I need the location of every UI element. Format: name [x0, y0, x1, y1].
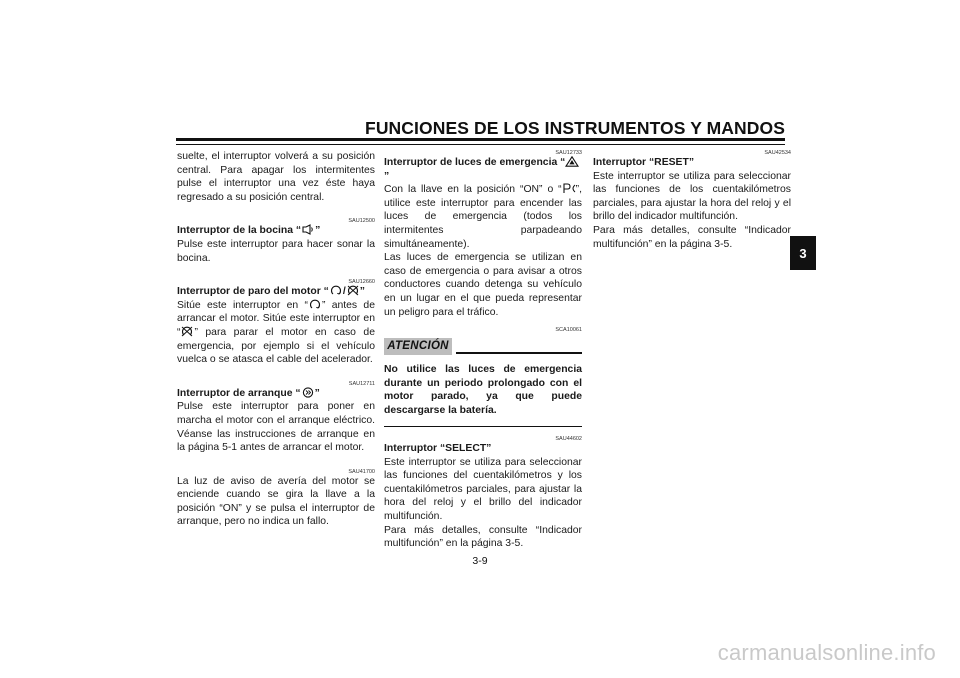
horn-heading: Interruptor de la bocina “ ”	[177, 225, 321, 237]
turn-signal-continuation: suelte, el interruptor volverá a su posición central. Para apagar los intermitentes pulse el interruptor una vez éste haya regresado a su posición central.	[177, 151, 375, 203]
engine-run-icon	[329, 285, 343, 296]
starter-text: Pulse este interruptor para poner en marcha el motor con el arranque eléctrico. Véanse las instrucciones de arranque en la página 5-1 antes de arrancar el motor.	[177, 401, 375, 454]
starter-section	[177, 381, 375, 455]
hazard-usage-text: Las luces de emergencia se utilizan en caso de emergencia o para avisar a otros conductores cuando detenga su vehículo en un lugar en el que pueda representar un peligro para el tráfico.	[384, 252, 582, 318]
page-title: FUNCIONES DE LOS INSTRUMENTOS Y MANDOS	[365, 118, 785, 138]
hazard-heading: Interruptor de luces de emergencia “”	[384, 156, 582, 183]
hazard-icon	[565, 156, 579, 167]
chapter-tab: 3	[790, 236, 816, 270]
column-2	[384, 150, 582, 551]
engine-stop-section	[177, 279, 375, 367]
caution-text: No utilice las luces de emergencia durante un periodo prolongado con el motor parado, ya que puede descargarse la batería.	[384, 364, 582, 416]
section-code: SAU12711	[348, 380, 375, 387]
engine-stop-text: Sitúe este interruptor en “ ” antes de arrancar el motor. Sitúe este interruptor en “ ” para parar el motor en caso de emergencia, por ejemplo si el vehículo vuelca o se atasca el cable del acelerador.	[177, 299, 375, 366]
column-3	[593, 150, 791, 251]
engine-fault-section	[177, 469, 375, 529]
hazard-section	[384, 150, 582, 319]
engine-stop-icon	[180, 326, 194, 337]
section-code: SAU12733	[555, 150, 582, 156]
select-text: Este interruptor se utiliza para seleccionar las funciones del cuentakilómetros y los cuentakilómetros parciales, para ajustar la hora del reloj y el brillo del indicador multifunción.	[384, 456, 582, 522]
horn-section	[177, 218, 375, 265]
header-rule-thin	[176, 144, 785, 145]
section-code: SCA10061	[555, 327, 582, 334]
parking-icon	[562, 183, 576, 194]
section-code: SAU41700	[348, 468, 375, 475]
starter-icon	[301, 387, 315, 398]
reset-heading: Interruptor “RESET”	[593, 157, 695, 168]
section-code: SAU42534	[764, 150, 791, 156]
select-heading: Interruptor “SELECT”	[384, 443, 492, 454]
select-section	[384, 436, 582, 551]
page-number: 3-9	[472, 555, 488, 567]
engine-fault-text: La luz de aviso de avería del motor se enciende cuando se gira la llave a la posición “ON” y se pulsa el interruptor de arranque, pero no indica un fallo.	[177, 475, 375, 528]
horn-icon	[301, 224, 315, 235]
caution-badge: ATENCIÓN	[384, 338, 452, 355]
hazard-text: Con la llave en la posición “ON” o “ ”, utilice este interruptor para encender las luces de emergencia (todos los intermitentes parpadeando simultáneamente).	[384, 184, 582, 250]
watermark: carmanualsonline.info	[717, 640, 936, 665]
horn-text: Pulse este interruptor para hacer sonar la bocina.	[177, 238, 375, 264]
engine-stop-heading: Interruptor de paro del motor “ / ”	[177, 286, 365, 298]
column-1	[177, 150, 375, 529]
reset-more-text: Para más detalles, consulte “Indicador multifunción” en la página 3-5.	[593, 224, 791, 250]
engine-stop-icon	[346, 285, 360, 296]
header-rule-thick	[176, 138, 785, 141]
caution-header	[384, 337, 582, 357]
reset-text: Este interruptor se utiliza para seleccionar las funciones de los cuentakilómetros parciales, para ajustar la hora del reloj y el brillo del indicador multifunción.	[593, 170, 791, 223]
starter-heading: Interruptor de arranque “ ”	[177, 387, 320, 399]
engine-run-icon	[308, 299, 322, 310]
reset-section	[593, 150, 791, 251]
section-code: SAU12500	[348, 218, 375, 225]
select-more-text: Para más detalles, consulte “Indicador multifunción” en la página 3-5.	[384, 524, 582, 550]
section-code: SAU12660	[348, 279, 375, 286]
section-code: SAU44602	[555, 436, 582, 442]
caution-rule	[456, 352, 582, 354]
